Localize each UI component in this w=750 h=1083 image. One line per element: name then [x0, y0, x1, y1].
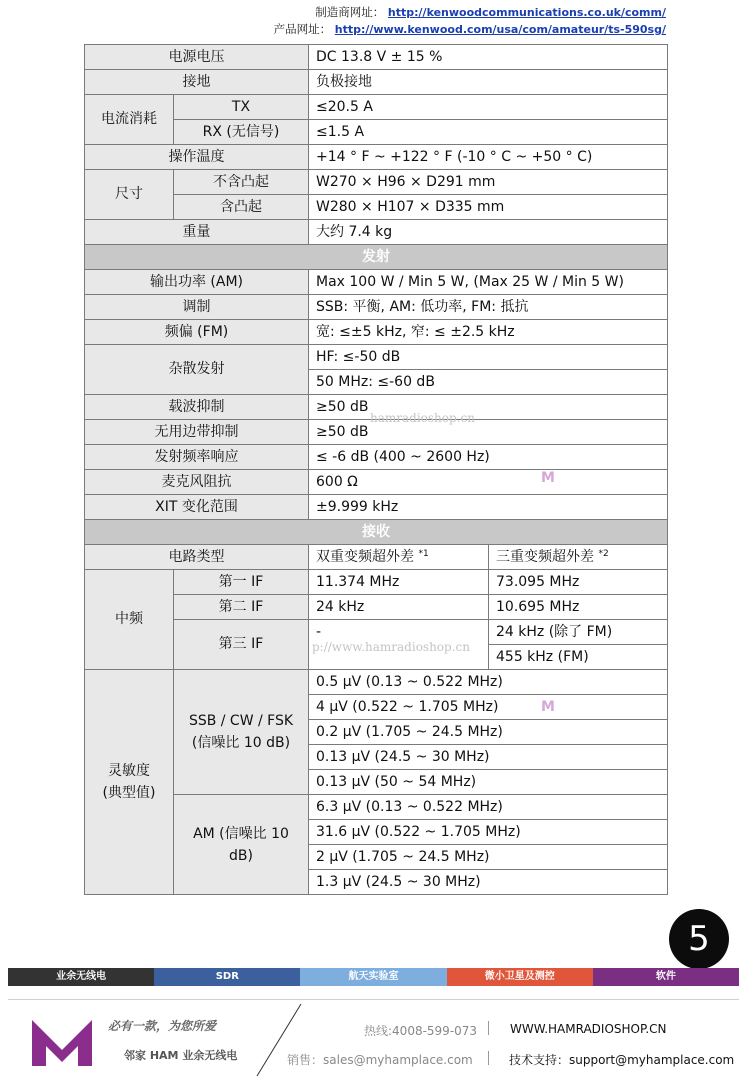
temp-label: 操作温度 — [85, 145, 309, 170]
power-label: 电源电压 — [85, 45, 309, 70]
receive-section-title: 接收 — [85, 520, 668, 545]
product-url-line — [274, 21, 666, 37]
output-value: Max 100 W / Min 5 W, (Max 25 W / Min 5 W) — [309, 270, 668, 295]
current-label: 电流消耗 — [85, 95, 174, 145]
sens-label — [85, 670, 174, 895]
ground-label: 接地 — [85, 70, 309, 95]
table-row — [85, 495, 668, 520]
am-label-line1: AM (信噪比 10 — [193, 825, 289, 842]
if3-dual: - — [309, 620, 489, 670]
section-header-row — [85, 245, 668, 270]
section-header-row — [85, 520, 668, 545]
nav-item-ham-radio[interactable]: 业余无线电 — [8, 968, 154, 986]
footer-sales[interactable]: 销售：sales@myhamplace.com — [287, 1053, 473, 1067]
ssb-value: 0.2 μV (1.705 ~ 24.5 MHz) — [309, 720, 668, 745]
circuit-dual — [309, 545, 489, 570]
nav-item-space-lab[interactable]: 航天实验室 — [300, 968, 446, 986]
table-row — [85, 345, 668, 370]
if1-triple: 73.095 MHz — [489, 570, 668, 595]
freqresp-label: 发射频率响应 — [85, 445, 309, 470]
nav-item-sdr[interactable]: SDR — [154, 968, 300, 986]
if3-triple-b: 455 kHz (FM) — [489, 645, 668, 670]
table-row — [85, 545, 668, 570]
mod-value: SSB: 平衡, AM: 低功率, FM: 抵抗 — [309, 295, 668, 320]
table-row — [85, 145, 668, 170]
manufacturer-link[interactable]: http://kenwoodcommunications.co.uk/comm/ — [387, 6, 666, 19]
watermark-text: p://www.hamradioshop.cn — [312, 640, 470, 654]
table-row — [85, 70, 668, 95]
manufacturer-label: 制造商网址： — [315, 5, 385, 19]
dims-proj-label: 含凸起 — [174, 195, 309, 220]
temp-value: +14 ° F ~ +122 ° F (-10 ° C ~ +50 ° C) — [309, 145, 668, 170]
footer-separator — [488, 1021, 489, 1035]
am-label — [174, 795, 309, 895]
watermark-logo-icon: M — [541, 699, 555, 715]
ssb-value: 0.5 μV (0.13 ~ 0.522 MHz) — [309, 670, 668, 695]
xit-label: XIT 变化范围 — [85, 495, 309, 520]
circuit-dual-note: *1 — [418, 548, 429, 559]
nav-bar — [8, 968, 739, 986]
am-value: 2 μV (1.705 ~ 24.5 MHz) — [309, 845, 668, 870]
table-row — [85, 170, 668, 195]
freqresp-value: ≤ -6 dB (400 ~ 2600 Hz) — [309, 445, 668, 470]
transmit-section-title: 发射 — [85, 245, 668, 270]
if2-triple: 10.695 MHz — [489, 595, 668, 620]
dims-no-proj-label: 不含凸起 — [174, 170, 309, 195]
product-label: 产品网址： — [273, 22, 332, 36]
spec-table — [84, 44, 668, 895]
table-row — [85, 570, 668, 595]
current-tx-value: ≤20.5 A — [309, 95, 668, 120]
current-rx-label: RX (无信号) — [174, 120, 309, 145]
weight-value: 大约 7.4 kg — [309, 220, 668, 245]
am-label-line2: dB) — [229, 847, 253, 864]
page-number: 5 — [669, 909, 729, 969]
table-row — [85, 445, 668, 470]
table-row — [85, 670, 668, 695]
ssb-value: 4 μV (0.522 ~ 1.705 MHz) — [309, 695, 668, 720]
output-label: 输出功率 (AM) — [85, 270, 309, 295]
current-tx-label: TX — [174, 95, 309, 120]
watermark-logo-icon: M — [541, 470, 555, 486]
dev-value: 宽: ≤±5 kHz, 窄: ≤ ±2.5 kHz — [309, 320, 668, 345]
if-label: 中频 — [85, 570, 174, 670]
brand-logo-icon — [30, 1018, 94, 1068]
carrier-value: ≥50 dB — [309, 395, 668, 420]
circuit-triple-text: 三重变频超外差 — [496, 548, 594, 565]
dims-label: 尺寸 — [85, 170, 174, 220]
ssb-label-line2: (信噪比 10 dB) — [191, 735, 291, 751]
sens-label-line1: 灵敏度 — [108, 763, 150, 779]
table-row — [85, 95, 668, 120]
am-value: 6.3 μV (0.13 ~ 0.522 MHz) — [309, 795, 668, 820]
sideband-label: 无用边带抑制 — [85, 420, 309, 445]
footer-hotline: 热线:4008-599-073 — [364, 1024, 478, 1038]
circuit-triple-note: *2 — [598, 548, 609, 559]
watermark-text: hamradioshop.cn — [370, 411, 475, 425]
footer-website[interactable]: WWW.HAMRADIOSHOP.CN — [510, 1022, 667, 1036]
carrier-label: 载波抑制 — [85, 395, 309, 420]
mic-label: 麦克风阻抗 — [85, 470, 309, 495]
current-rx-value: ≤1.5 A — [309, 120, 668, 145]
circuit-dual-text: 双重变频超外差 — [316, 548, 414, 565]
dims-no-proj-value: W270 × H96 × D291 mm — [309, 170, 668, 195]
if1-dual: 11.374 MHz — [309, 570, 489, 595]
footer-divider — [8, 999, 739, 1000]
power-value: DC 13.8 V ± 15 % — [309, 45, 668, 70]
dev-label: 频偏 (FM) — [85, 320, 309, 345]
if1-label: 第一 IF — [174, 570, 309, 595]
footer-company: 邻家 HAM 业余无线电 — [124, 1049, 238, 1062]
nav-item-software[interactable]: 软件 — [593, 968, 739, 986]
manufacturer-url-line — [315, 4, 666, 20]
nav-item-microsatellite[interactable]: 微小卫星及测控 — [447, 968, 593, 986]
if3-label: 第三 IF — [174, 620, 309, 670]
spur-50-value: 50 MHz: ≤-60 dB — [309, 370, 668, 395]
weight-label: 重量 — [85, 220, 309, 245]
table-row — [85, 270, 668, 295]
ssb-label — [174, 670, 309, 795]
table-row — [85, 320, 668, 345]
table-row — [85, 470, 668, 495]
mic-value: 600 Ω — [309, 470, 668, 495]
footer-support[interactable]: 技术支持：support@myhamplace.com — [509, 1053, 735, 1067]
sideband-value: ≥50 dB — [309, 420, 668, 445]
table-row — [85, 220, 668, 245]
if2-label: 第二 IF — [174, 595, 309, 620]
table-row — [85, 295, 668, 320]
spur-hf-value: HF: ≤-50 dB — [309, 345, 668, 370]
mod-label: 调制 — [85, 295, 309, 320]
product-link[interactable]: http://www.kenwood.com/usa/com/amateur/ts-590sg/ — [334, 23, 666, 36]
sens-label-line2: (典型值) — [102, 785, 156, 801]
xit-value: ±9.999 kHz — [309, 495, 668, 520]
footer-separator — [488, 1051, 489, 1065]
dims-proj-value: W280 × H107 × D335 mm — [309, 195, 668, 220]
circuit-triple — [489, 545, 668, 570]
am-value: 31.6 μV (0.522 ~ 1.705 MHz) — [309, 820, 668, 845]
circuit-label: 电路类型 — [85, 545, 309, 570]
if2-dual: 24 kHz — [309, 595, 489, 620]
ssb-value: 0.13 μV (24.5 ~ 30 MHz) — [309, 745, 668, 770]
am-value: 1.3 μV (24.5 ~ 30 MHz) — [309, 870, 668, 895]
footer-slogan: 必有一款，为您所爱 — [108, 1019, 217, 1033]
ssb-label-line1: SSB / CW / FSK — [188, 713, 294, 729]
ground-value: 负极接地 — [309, 70, 668, 95]
spur-label: 杂散发射 — [85, 345, 309, 395]
table-row — [85, 45, 668, 70]
ssb-value: 0.13 μV (50 ~ 54 MHz) — [309, 770, 668, 795]
if3-triple-a: 24 kHz (除了 FM) — [489, 620, 668, 645]
